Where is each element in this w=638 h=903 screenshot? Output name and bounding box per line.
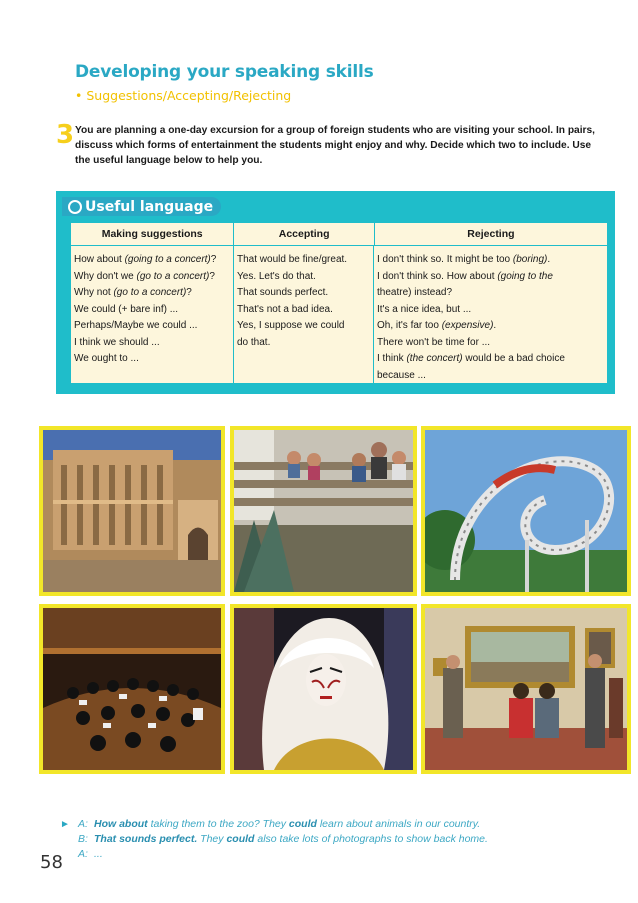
- dialogue-line: [60, 847, 488, 862]
- list-item: I think (the concert) would be a bad choice: [377, 353, 565, 364]
- photo-zoo-visitors: [230, 426, 417, 596]
- list-item: That sounds perfect.: [237, 287, 329, 298]
- dialogue-text-part: learn about animals in our country.: [316, 818, 481, 830]
- key-phrase: could: [288, 818, 317, 830]
- list-item: Oh, it's far too (expensive).: [377, 320, 497, 331]
- example-dialogue: [60, 817, 488, 862]
- list-item: We ought to ...: [74, 353, 139, 364]
- photo-kabuki-theatre: [230, 604, 417, 774]
- list-item: That would be fine/great.: [237, 254, 348, 265]
- dialogue-text: ...: [94, 848, 103, 860]
- list-item: because ...: [377, 369, 426, 381]
- photo-roller-coaster: [421, 426, 631, 596]
- arrow-icon: ►: [60, 819, 70, 830]
- task-number: 3: [56, 120, 75, 150]
- dialogue-text-part: taking them to the zoo? They: [147, 818, 289, 830]
- subtitle-text: Suggestions/Accepting/Rejecting: [86, 88, 292, 103]
- list-item: How about (going to a concert)?: [74, 254, 217, 265]
- list-item: Yes. Let's do that.: [237, 270, 316, 282]
- table-header: [71, 223, 607, 246]
- key-phrase: That sounds perfect.: [94, 833, 198, 845]
- list-item: Why don't we (go to a concert)?: [74, 270, 215, 282]
- useful-language-title: [62, 197, 221, 216]
- list-item: I don't think so. How about (going to the: [377, 270, 553, 282]
- key-phrase: could: [226, 833, 255, 845]
- list-item: I think we should ...: [74, 336, 160, 348]
- rejecting-column: [374, 246, 607, 384]
- list-item: theatre) instead?: [377, 287, 453, 298]
- list-item: Why not (go to a concert)?: [74, 287, 192, 298]
- photo-orchestra-concert: [39, 604, 225, 774]
- list-item: do that.: [237, 336, 271, 348]
- dialogue-text-part: also take lots of photographs to show back home.: [254, 833, 488, 845]
- page-title: Developing your speaking skills: [75, 62, 374, 82]
- dialogue-line: [60, 817, 488, 832]
- dialogue-text: [94, 832, 488, 847]
- dialogue-line: [60, 832, 488, 847]
- list-item: Yes, I suppose we could: [237, 320, 345, 331]
- key-phrase: How about: [94, 818, 148, 830]
- column-header-suggestions: Making suggestions: [71, 223, 234, 245]
- speaker-label: A:: [78, 818, 88, 830]
- table-body: [71, 246, 607, 384]
- section-subtitle: [75, 88, 291, 103]
- accepting-column: [234, 246, 374, 384]
- dialogue-text-part: They: [197, 833, 227, 845]
- photo-ancient-ruins: [39, 426, 225, 596]
- bullet-icon: •: [75, 88, 83, 103]
- photo-art-gallery: [421, 604, 631, 774]
- list-item: We could (+ bare inf) ...: [74, 303, 179, 315]
- suggestions-column: [71, 246, 234, 384]
- list-item: It's a nice idea, but ...: [377, 303, 472, 315]
- column-header-accepting: Accepting: [234, 223, 374, 245]
- dialogue-text: [94, 817, 480, 832]
- useful-language-label: Useful language: [85, 198, 214, 215]
- page-number: 58: [40, 852, 63, 873]
- circle-icon: [68, 200, 82, 214]
- speaker-label: B:: [78, 833, 88, 845]
- useful-language-table: [70, 222, 608, 384]
- speaker-label: A:: [78, 848, 88, 860]
- column-header-rejecting: Rejecting: [467, 228, 515, 240]
- task-instructions: You are planning a one-day excursion for a group of foreign students who are visiting your school. In pairs, discuss which forms of entertainment the students might enjoy and why. Decide which two to include. Use the useful language below to help you.: [75, 125, 596, 166]
- list-item: I don't think so. It might be too (boring).: [377, 254, 551, 265]
- list-item: Perhaps/Maybe we could ...: [74, 320, 198, 331]
- list-item: That's not a bad idea.: [237, 303, 333, 315]
- list-item: There won't be time for ...: [377, 336, 491, 348]
